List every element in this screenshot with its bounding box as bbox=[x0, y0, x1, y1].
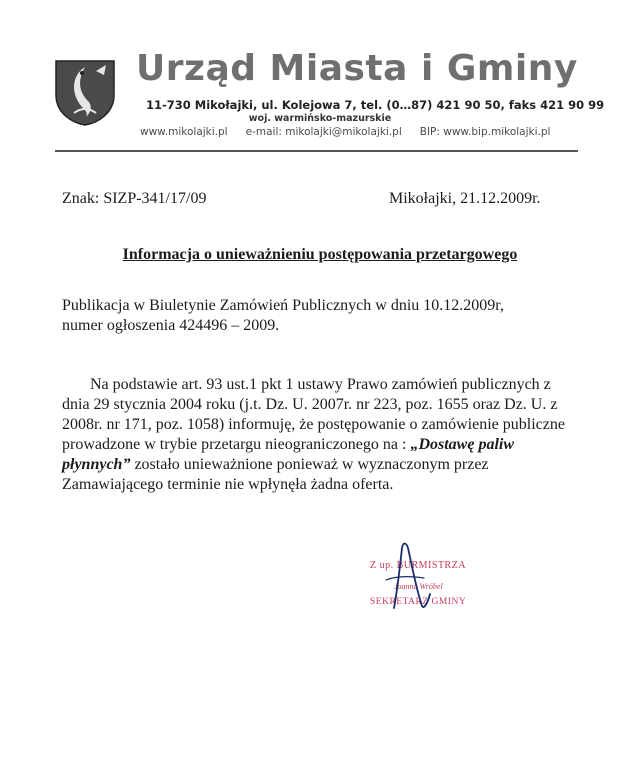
body-line bbox=[62, 435, 582, 455]
body-line bbox=[62, 455, 582, 475]
bip-link[interactable]: BIP: www.bip.mikolajki.pl bbox=[419, 126, 551, 138]
body-line-text: prowadzone w trybie przetargu nieograniczonego na : bbox=[62, 436, 411, 453]
office-contacts bbox=[140, 126, 550, 138]
subject-bold: „Dostawę paliw bbox=[410, 436, 515, 453]
body-line: dnia 29 stycznia 2004 roku (j.t. Dz. U. 2007r. nr 223, poz. 1655 oraz Dz. U. z bbox=[62, 396, 558, 413]
publication-info bbox=[62, 296, 562, 336]
document-title: Informacja o unieważnieniu postępowania przetargowego bbox=[122, 246, 518, 263]
email-link[interactable]: e-mail: mikolajki@mikolajki.pl bbox=[245, 126, 402, 138]
office-address: 11-730 Mikołajki, ul. Kolejowa 7, tel. (0…87) 421 90 50, faks 421 90 99 bbox=[146, 98, 605, 112]
publication-line: numer ogłoszenia 424496 – 2009. bbox=[62, 317, 280, 334]
stamp-line: Joanna Wróbel bbox=[394, 582, 443, 591]
stamp-line: SEKRETARZ GMINY bbox=[370, 597, 467, 607]
place-date: Mikołajki, 21.12.2009r. bbox=[389, 190, 541, 207]
body-line-text: zostało unieważnione ponieważ w wyznaczonym przez bbox=[130, 456, 489, 473]
publication-line: Publikacja w Biuletynie Zamówień Publicznych w dniu 10.12.2009r, bbox=[62, 297, 504, 314]
body-line: Zamawiającego terminie nie wpłynęła żadna oferta. bbox=[62, 476, 394, 493]
website-link[interactable]: www.mikolajki.pl bbox=[140, 126, 228, 138]
subject-bold: płynnych” bbox=[62, 456, 131, 473]
handwritten-signature bbox=[372, 536, 442, 616]
header-divider bbox=[55, 150, 578, 152]
office-region: woj. warmińsko-mazurskie bbox=[248, 113, 392, 124]
main-paragraph bbox=[62, 375, 582, 495]
office-name: Urząd Miasta i Gminy bbox=[136, 48, 578, 89]
body-line: 2008r. nr 171, poz. 1058) informuję, że postępowanie o zamówienie publiczne bbox=[62, 416, 565, 433]
body-line: Na podstawie art. 93 ust.1 pkt 1 ustawy Prawo zamówień publicznych z bbox=[90, 376, 551, 393]
reference-number: Znak: SIZP-341/17/09 bbox=[62, 190, 207, 207]
stamp-line: Z up. BURMISTRZA bbox=[370, 560, 467, 571]
